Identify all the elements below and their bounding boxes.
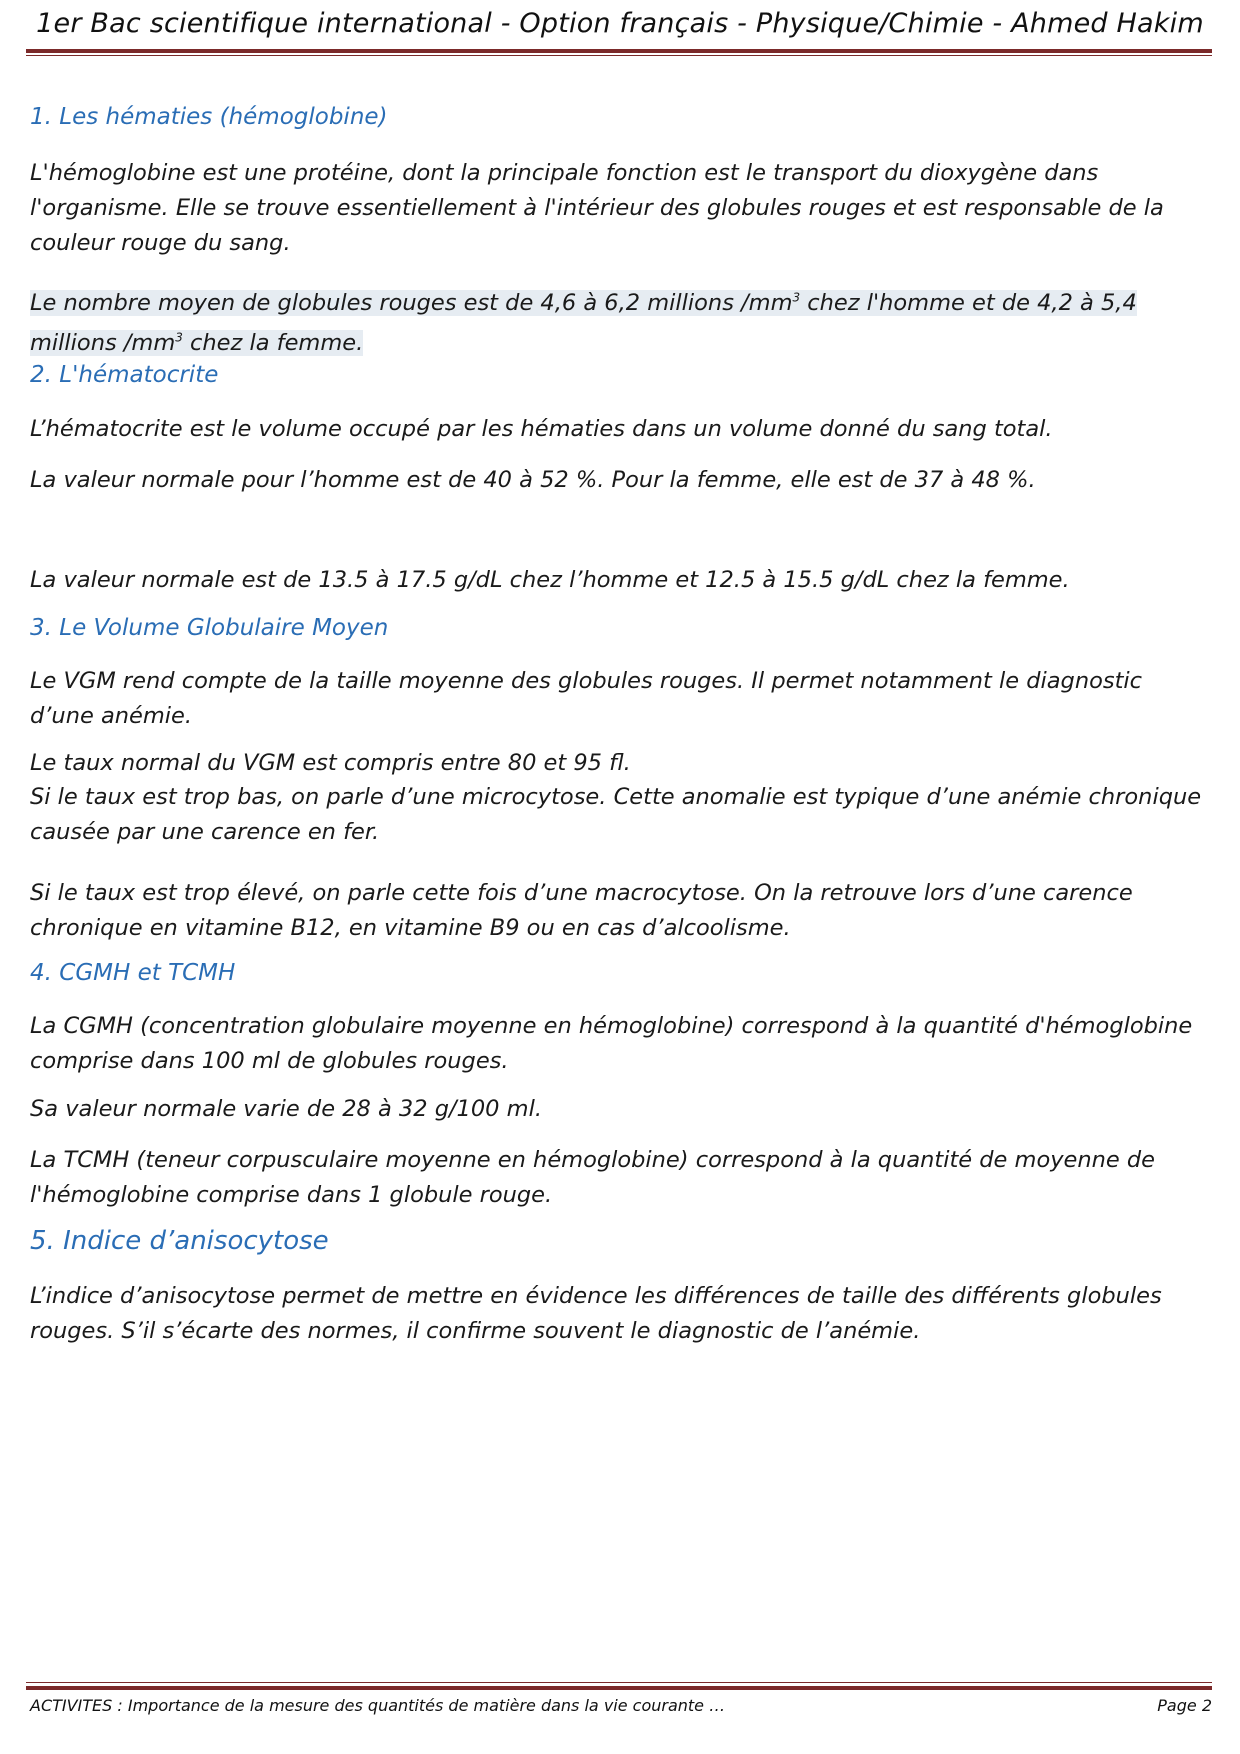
section-5-paragraph-1: L’indice d’anisocytose permet de mettre en évidence les différences de taille des différents globules rouges. S’il s’écarte des normes, il confirme souvent le diagnostic de l’anémie. bbox=[30, 1283, 1162, 1344]
footer-rule-thick bbox=[26, 1686, 1212, 1690]
section-3-paragraph-2-line-1: Le taux normal du VGM est compris entre 80 et 95 fl. bbox=[30, 750, 631, 776]
section-3-heading: 3. Le Volume Globulaire Moyen bbox=[30, 615, 389, 641]
section-2-paragraph-2: La valeur normale pour l’homme est de 40 à 52 %. Pour la femme, elle est de 37 à 48 %. bbox=[30, 467, 1036, 493]
section-3-paragraph-1: Le VGM rend compte de la taille moyenne des globules rouges. Il permet notamment le diagnostic d’une anémie. bbox=[30, 668, 1143, 729]
highlighted-text: Le nombre moyen de globules rouges est de 4,6 à 6,2 millions $/mm^3$ chez l'homme et de 4,2 à 5,4 millions $/mm^3$ chez la femme. bbox=[30, 289, 1137, 356]
section-4-paragraph-1: La CGMH (concentration globulaire moyenne en hémoglobine) correspond à la quantité d'hémoglobine comprise dans 100 ml de globules rouges. bbox=[30, 1013, 1193, 1074]
section-1-paragraph-2 bbox=[30, 280, 1210, 361]
section-2-paragraph-3: La valeur normale est de 13.5 à 17.5 g/dL chez l’homme et 12.5 à 15.5 g/dL chez la femme. bbox=[30, 567, 1070, 593]
footer-rule-thin bbox=[26, 1682, 1212, 1683]
section-4-paragraph-3: La TCMH (teneur corpusculaire moyenne en hémoglobine) correspond à la quantité de moyenne de l'hémoglobine comprise dans 1 globule rouge. bbox=[30, 1147, 1156, 1208]
section-1-heading: 1. Les hématies (hémoglobine) bbox=[30, 104, 388, 130]
document-header-title: 1er Bac scientifique international - Option français - Physique/Chimie - Ahmed Hakim bbox=[36, 8, 1204, 39]
header-rule-thick bbox=[26, 49, 1212, 53]
section-5-heading: 5. Indice d’anisocytose bbox=[30, 1226, 329, 1256]
section-3-paragraph-3: Si le taux est trop élevé, on parle cette fois d’une macrocytose. On la retrouve lors d’une carence chronique en vitamine B12, en vitamine B9 ou en cas d’alcoolisme. bbox=[30, 880, 1133, 941]
section-4-paragraph-2: Sa valeur normale varie de 28 à 32 g/100 ml. bbox=[30, 1096, 542, 1122]
footer-page-number: Page 2 bbox=[1157, 1696, 1212, 1715]
section-3-paragraph-2-line-2: Si le taux est trop bas, on parle d’une microcytose. Cette anomalie est typique d’une anémie chronique causée par une carence en fer. bbox=[30, 784, 1202, 845]
section-1-paragraph-1: L'hémoglobine est une protéine, dont la principale fonction est le transport du dioxygène dans l'organisme. Elle se trouve essentiellement à l'intérieur des globules rouges et est responsable de la couleur rouge du sang. bbox=[30, 160, 1164, 256]
section-2-paragraph-1: L’hématocrite est le volume occupé par les hématies dans un volume donné du sang total. bbox=[30, 416, 1053, 442]
section-4-heading: 4. CGMH et TCMH bbox=[30, 960, 236, 986]
section-2-heading: 2. L'hématocrite bbox=[30, 362, 219, 388]
footer-activity-title: ACTIVITES : Importance de la mesure des quantités de matière dans la vie courante … bbox=[30, 1696, 726, 1715]
header-rule-thin bbox=[26, 55, 1212, 56]
